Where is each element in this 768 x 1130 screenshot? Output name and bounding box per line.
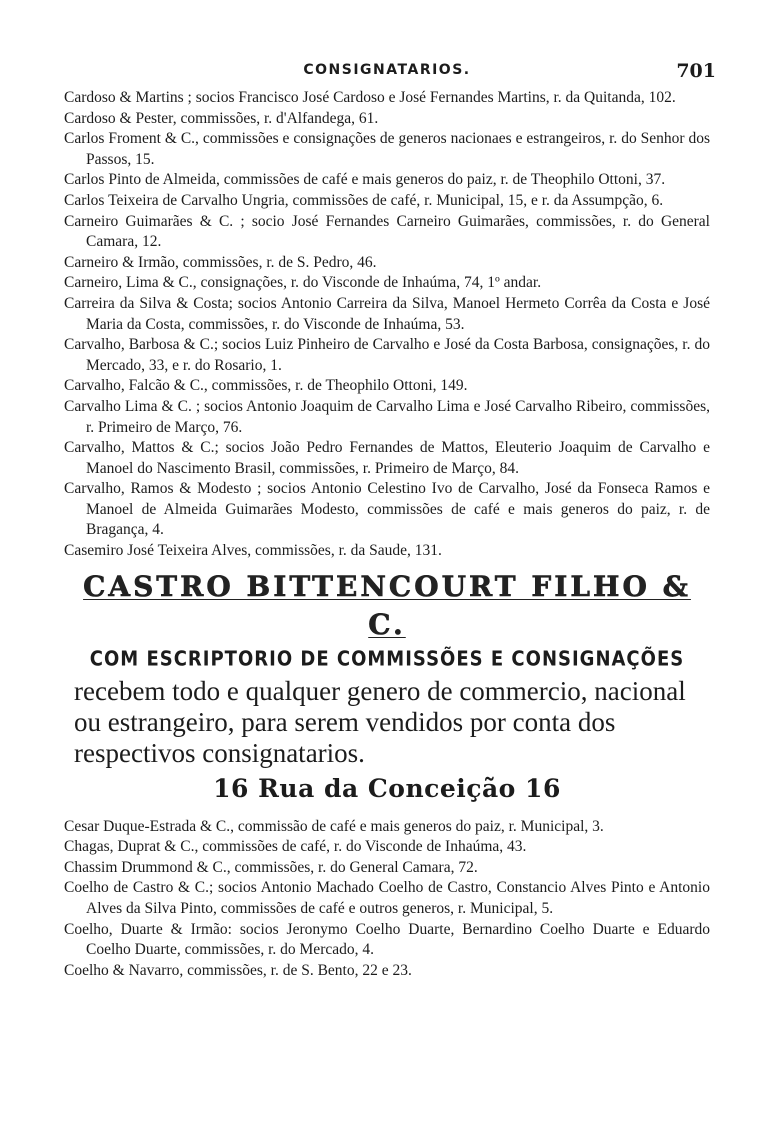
directory-entry: Coelho, Duarte & Irmão: socios Jeronymo Coelho Duarte, Bernardino Coelho Duarte e Eduardo Coelho Duarte, commissões, r. do Mercado, 4. (64, 920, 710, 959)
directory-entry: Carvalho, Barbosa & C.; socios Luiz Pinheiro de Carvalho e José da Costa Barbosa, consignações, r. do Mercado, 33, e r. do Rosario, 1. (64, 336, 710, 374)
directory-entry: Cesar Duque-Estrada & C., commissão de café e mais generos do paiz, r. Municipal, 3. (64, 817, 604, 835)
directory-page (64, 60, 716, 981)
directory-entry: Carneiro, Lima & C., consignações, r. do Visconde de Inhaúma, 74, 1º andar. (64, 274, 542, 292)
directory-entry: Carvalho, Mattos & C.; socios João Pedro Fernandes de Mattos, Eleuterio Joaquim de Carvalho e Manoel do Nascimento Brasil, commissões, r. Primeiro de Março, 84. (64, 439, 710, 477)
advertisement-address: 16 Rua da Conceição 16 (213, 773, 561, 803)
running-title: CONSIGNATARIOS. (303, 62, 471, 78)
directory-entry: Carlos Teixeira de Carvalho Ungria, commissões de café, r. Municipal, 15, e r. da Assumpção, 6. (64, 191, 664, 209)
advertiser-name: CASTRO BITTENCOURT FILHO & C. (83, 569, 691, 641)
entries-bottom (64, 817, 710, 982)
directory-entry: Coelho de Castro & C.; socios Antonio Machado Coelho de Castro, Constancio Alves Pinto e Antonio Alves da Silva Pinto, commissões de café e outros generos, r. Municipal, 5. (64, 879, 710, 918)
directory-entry: Casemiro José Teixeira Alves, commissões, r. da Saude, 131. (64, 542, 442, 560)
directory-entry: Chassim Drummond & C., commissões, r. do General Camara, 72. (64, 858, 478, 876)
directory-entry: Cardoso & Pester, commissões, r. d'Alfandega, 61. (64, 109, 379, 127)
page-header (64, 60, 716, 88)
directory-entry: Chagas, Duprat & C., commissões de café, r. do Visconde de Inhaúma, 43. (64, 838, 527, 856)
directory-entry: Carlos Froment & C., commissões e consignações de generos nacionaes e estrangeiros, r. do Senhor dos Passos, 15. (64, 130, 710, 168)
directory-entry: Carneiro Guimarães & C. ; socio José Fernandes Carneiro Guimarães, commissões, r. do General Camara, 12. (64, 212, 710, 251)
advertisement-body: recebem todo e qualquer genero de commercio, nacional ou estrangeiro, para serem vendidos por conta dos respectivos consignatarios. (74, 675, 686, 768)
entries-top (64, 88, 710, 562)
directory-entry: Carneiro & Irmão, commissões, r. de S. Pedro, 46. (64, 253, 377, 271)
directory-entry: Carvalho Lima & C. ; socios Antonio Joaquim de Carvalho Lima e José Carvalho Ribeiro, commissões, r. Primeiro de Março, 76. (64, 397, 710, 436)
directory-entry: Carvalho, Falcão & C., commissões, r. de Theophilo Ottoni, 149. (64, 377, 468, 395)
directory-entry: Carlos Pinto de Almeida, commissões de café e mais generos do paiz, r. de Theophilo Ottoni, 37. (64, 171, 666, 189)
directory-entry: Cardoso & Martins ; socios Francisco José Cardoso e José Fernandes Martins, r. da Quitanda, 102. (64, 89, 676, 106)
advertisement-block (64, 568, 710, 809)
directory-entry: Coelho & Navarro, commissões, r. de S. Bento, 22 e 23. (64, 961, 412, 979)
page-number: 701 (676, 60, 716, 82)
directory-entry: Carreira da Silva & Costa; socios Antonio Carreira da Silva, Manoel Hermeto Corrêa da Costa e José Maria da Costa, commissões, r. do Visconde de Inhaúma, 53. (64, 294, 710, 333)
advertisement-subtitle: COM ESCRIPTORIO DE COMMISSÕES E CONSIGNAÇÕES (89, 647, 685, 672)
directory-entry: Carvalho, Ramos & Modesto ; socios Antonio Celestino Ivo de Carvalho, José da Fonseca Ramos e Manoel de Almeida Guimarães Modesto, commissões de café e mais generos do paiz, r. de Bragança, 4. (64, 480, 710, 539)
